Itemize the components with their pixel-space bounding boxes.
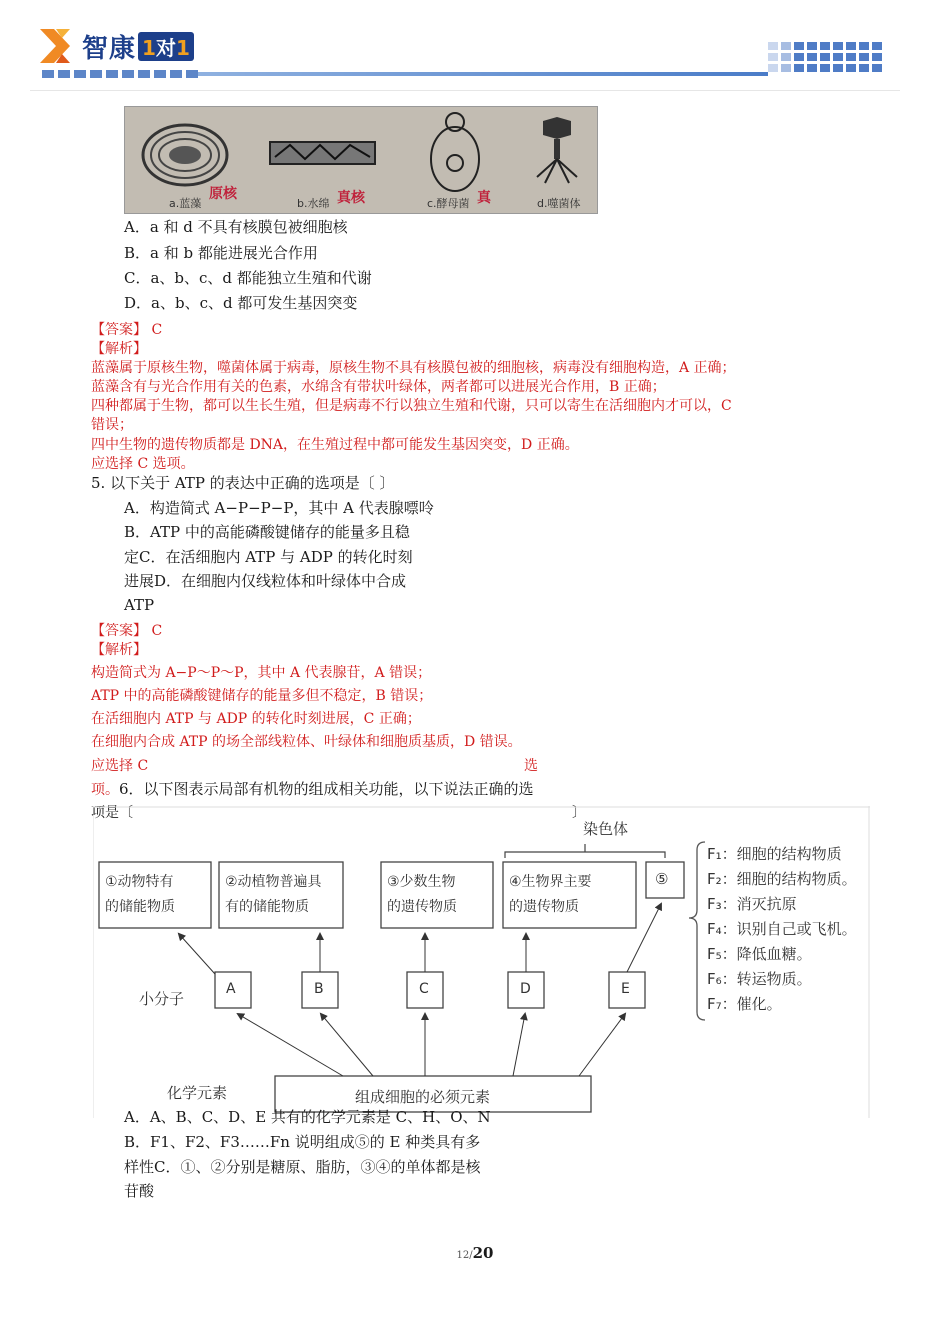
- q4-analysis-line: 错误；: [91, 417, 133, 433]
- small-molecule-e: E: [621, 981, 630, 997]
- header-grid-decoration: [768, 42, 882, 72]
- element-label: 化学元素: [167, 1084, 228, 1102]
- handwritten-a: 原核: [209, 186, 237, 202]
- handwritten-b: 真核: [337, 190, 365, 206]
- small-molecule-b: B: [314, 981, 324, 997]
- function-list: [707, 842, 857, 1017]
- small-molecule-d: D: [520, 981, 531, 997]
- caption-b: b.水绵: [297, 197, 330, 210]
- function-item: F₆：转运物质。: [707, 970, 812, 988]
- q4-option-a: A．a 和 d 不具有核膜包被细胞核: [124, 218, 348, 236]
- q4-analysis-line: 应选择 C 选项。: [91, 456, 195, 472]
- compound-box-4: ④生物界主要 的遗传物质: [509, 874, 592, 915]
- caption-a: a.蓝藻: [169, 197, 202, 210]
- q6-option-line: 样性C．①、②分别是糖原、脂肪，③④的单体都是核: [124, 1158, 481, 1176]
- compound-box-2: ②动植物普遍具 有的储能物质: [225, 874, 322, 915]
- q4-analysis-line: 四中生物的遗传物质都是 DNA，在生殖过程中都可能发生基因突变，D 正确。: [91, 437, 579, 453]
- small-molecule-c: C: [419, 981, 429, 997]
- organism-photo: [124, 106, 598, 214]
- q5-option-line: 定C．在活细胞内 ATP 与 ADP 的转化时刻: [124, 548, 413, 566]
- q5-option-line: A．构造简式 A−P−P−P，其中 A 代表腺嘌呤: [124, 499, 434, 517]
- function-item: F₇：催化。: [707, 995, 782, 1013]
- organic-compounds-diagram: [93, 806, 870, 1118]
- q6-option-line: A．A、B、C、D、E 共有的化学元素是 C、H、O、N: [124, 1108, 491, 1126]
- page-number: 12/20: [456, 1244, 494, 1262]
- q5-analysis-label: 【解析】: [91, 642, 147, 658]
- header-rule: [30, 90, 900, 91]
- q4-analysis-line: 四种都属于生物，都可以生长生殖，但是病毒不行以独立生殖和代谢，只可以寄生在活细胞内才可以，C: [91, 398, 732, 414]
- brand-mark-icon: [40, 29, 74, 63]
- brand-box: 1对1: [138, 32, 194, 61]
- function-item: F₁：细胞的结构物质: [707, 845, 842, 863]
- q5-analysis-line: 在活细胞内 ATP 与 ADP 的转化时刻进展，C 正确；: [91, 711, 421, 727]
- header-bar: [198, 72, 768, 76]
- compound-box-3: ③少数生物 的遗传物质: [387, 874, 457, 915]
- q6-option-line: B．F1、F2、F3……Fn 说明组成⑤的 E 种类具有多: [124, 1133, 481, 1151]
- q5-analysis-line: 在细胞内合成 ATP 的场全部线粒体、叶绿体和细胞质基质，D 错误。: [91, 734, 522, 750]
- element-box: 组成细胞的必须元素: [355, 1088, 491, 1106]
- q5-stem: 5. 以下关于 ATP 的表达中正确的选项是〔 〕: [91, 474, 395, 492]
- q6-stem-close: 〕: [572, 805, 586, 821]
- small-molecule-a: A: [226, 981, 236, 997]
- q5-option-line: ATP: [124, 596, 155, 614]
- q4-analysis-line: 蓝藻含有与光合作用有关的色素，水绵含有带状叶绿体，两者都可以进展光合作用，B 正确；: [91, 379, 666, 395]
- q5-conclusion-tail: 选: [524, 758, 538, 774]
- q4-analysis-line: 蓝藻属于原核生物，噬菌体属于病毒，原核生物不具有核膜包被的细胞核，病毒没有细胞构造，A 正确；: [91, 360, 736, 376]
- compound-box-1: ①动物特有 的储能物质: [105, 874, 175, 915]
- q5-conclusion: 应选择 C: [91, 758, 149, 774]
- handwritten-c: 真: [477, 190, 491, 206]
- function-item: F₂：细胞的结构物质。: [707, 870, 857, 888]
- brand-name: 智康: [82, 33, 137, 64]
- chromosome-label: 染色体: [583, 820, 629, 838]
- compound-box-5: ⑤: [655, 870, 669, 888]
- function-item: F₄：识别自己或飞机。: [707, 920, 857, 938]
- q6-option-line: 苷酸: [124, 1182, 155, 1200]
- q5-analysis-line: 构造简式为 A−P～P～P，其中 A 代表腺苷，A 错误；: [91, 665, 432, 681]
- q6-stem-cont: 项是〔: [91, 805, 133, 821]
- q5-analysis-line: ATP 中的高能磷酸键储存的能量多但不稳定，B 错误；: [91, 688, 433, 704]
- q5-answer: 【答案】 C: [91, 623, 163, 639]
- q4-option-c: C．a、b、c、d 都能独立生殖和代谢: [124, 269, 372, 287]
- small-molecule-label: 小分子: [139, 990, 185, 1008]
- q6-stem: 项。6．以下图表示局部有机物的组成相关功能，以下说法正确的选: [91, 780, 534, 798]
- header-dots-left: [42, 70, 198, 78]
- q5-option-line: 进展D．在细胞内仅线粒体和叶绿体中合成: [124, 572, 407, 590]
- function-item: F₃：消灭抗原: [707, 895, 797, 913]
- brand-logo: [40, 26, 194, 66]
- q4-option-d: D．a、b、c、d 都可发生基因突变: [124, 294, 358, 312]
- function-item: F₅：降低血糖。: [707, 945, 812, 963]
- caption-c: c.酵母菌: [427, 197, 470, 210]
- q4-analysis-label: 【解析】: [91, 341, 147, 357]
- caption-d: d.噬菌体: [537, 197, 581, 210]
- q4-option-b: B．a 和 b 都能进展光合作用: [124, 244, 318, 262]
- q4-answer: 【答案】 C: [91, 322, 163, 338]
- q5-option-line: B．ATP 中的高能磷酸键储存的能量多且稳: [124, 523, 410, 541]
